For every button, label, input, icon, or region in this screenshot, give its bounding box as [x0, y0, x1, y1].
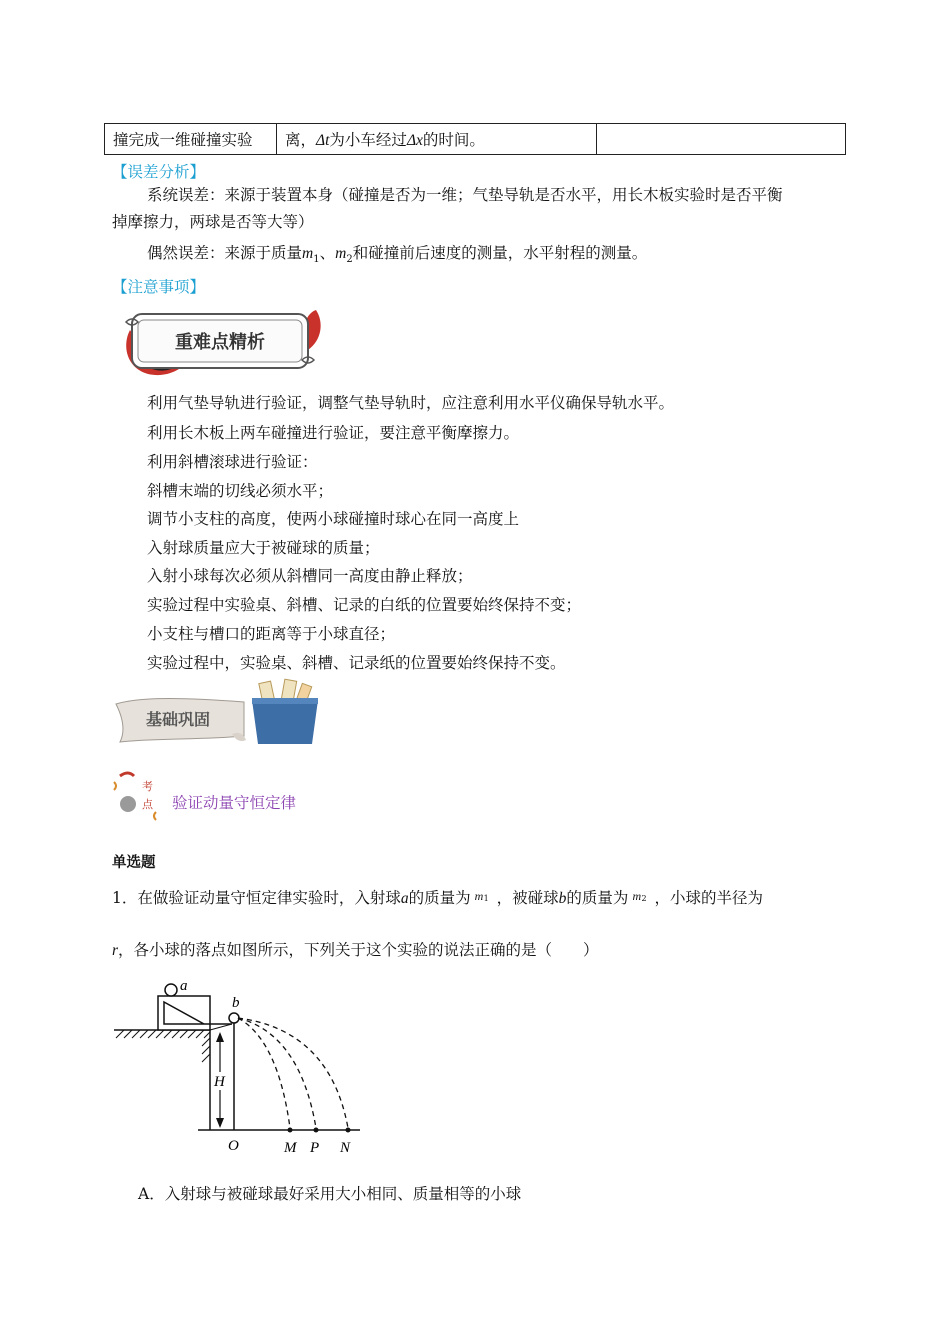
var-a: a	[400, 890, 409, 907]
question-stem-line1	[112, 886, 763, 908]
icon-text: 点	[142, 798, 153, 811]
var-b: b	[558, 890, 567, 907]
text: 的质量为	[408, 889, 471, 907]
subscript: 2	[346, 254, 353, 266]
note-item: 利用斜槽滚球进行验证：	[147, 453, 318, 471]
collision-apparatus-diagram	[110, 980, 370, 1160]
var-m: m	[335, 245, 347, 262]
table-cell	[105, 124, 277, 155]
label-M: M	[284, 1140, 297, 1156]
cell-text: 离，	[285, 131, 317, 149]
icon-text: 考	[142, 780, 153, 793]
delta-t: Δt	[316, 132, 330, 149]
note-item: 利用气垫导轨进行验证，调整气垫导轨时，应注意利用水平仪确保导轨水平。	[147, 394, 675, 412]
subscript: 1	[483, 894, 489, 903]
note-item: 小支柱与槽口的距离等于小球直径；	[147, 625, 396, 643]
table-row	[105, 124, 846, 155]
text: 偶然误差：来源于质量	[147, 244, 303, 262]
table-cell	[277, 124, 597, 155]
text: 、	[319, 244, 336, 262]
koi-frame-icon	[118, 300, 328, 380]
random-error-line	[147, 240, 647, 273]
note-item: 调节小支柱的高度，使两小球碰撞时球心在同一高度上	[147, 510, 520, 528]
experiment-figure	[110, 980, 370, 1160]
question-stem-line2	[112, 938, 599, 960]
note-item: 实验过程中，实验桌、斜槽、记录纸的位置要始终保持不变。	[147, 654, 566, 672]
label-N: N	[340, 1140, 351, 1156]
notes-section-title: 【注意事项】	[112, 278, 206, 296]
question-type: 单选题	[112, 855, 156, 871]
cell-text: 为小车经过	[329, 131, 407, 149]
table-cell	[597, 124, 846, 155]
error-section-title: 【误差分析】	[112, 163, 206, 181]
system-error-line1: 系统误差：来源于装置本身（碰撞是否为一维；气垫导轨是否水平，用长木板实验时是否平衡	[147, 186, 783, 204]
label-b: b	[232, 995, 240, 1011]
note-item: 入射球质量应大于被碰球的质量；	[147, 539, 380, 557]
kaodian-label: 验证动量守恒定律	[172, 794, 297, 812]
text: 的质量为	[566, 889, 629, 907]
text: ，被碰球	[496, 889, 559, 907]
badge-text: 重难点精析	[175, 332, 265, 353]
text: ，各小球的落点如图所示，下列关于这个实验的说法正确的是（ ）	[118, 941, 599, 959]
label-P: P	[310, 1140, 320, 1156]
data-table	[104, 123, 846, 155]
badge-consolidation	[112, 678, 327, 748]
scroll-bucket-icon	[112, 678, 327, 748]
text: 在做验证动量守恒定律实验时，入射球	[137, 889, 401, 907]
subscript: 2	[641, 894, 647, 903]
badge-text: 基础巩固	[145, 710, 211, 729]
label-H: H	[214, 1074, 225, 1090]
var-r: r	[112, 942, 119, 959]
question-number: 1．	[112, 889, 138, 907]
note-item: 实验过程中实验桌、斜槽、记录的白纸的位置要始终保持不变；	[147, 596, 582, 614]
exam-point-icon	[112, 768, 162, 824]
var-m: m	[474, 889, 484, 903]
subscript: 1	[313, 254, 320, 266]
note-item: 斜槽末端的切线必须水平；	[147, 482, 334, 500]
cell-text: 的时间。	[422, 131, 485, 149]
system-error-line2: 掉摩擦力，两球是否等大等）	[112, 213, 314, 231]
cell-text: 撞完成一维碰撞实验	[113, 131, 253, 149]
badge-key-points	[118, 300, 328, 380]
note-item: 入射小球每次必须从斜槽同一高度由静止释放；	[147, 567, 473, 585]
option-a[interactable]: A．入射球与被碰球最好采用大小相同、质量相等的小球	[138, 1185, 522, 1203]
text: 和碰撞前后速度的测量，水平射程的测量。	[352, 244, 648, 262]
var-m: m	[632, 889, 642, 903]
label-a: a	[180, 980, 188, 994]
text: ，小球的半径为	[654, 889, 763, 907]
label-O: O	[228, 1138, 239, 1154]
var-m: m	[302, 245, 314, 262]
kaodian-icon	[112, 768, 162, 824]
note-item: 利用长木板上两车碰撞进行验证，要注意平衡摩擦力。	[147, 424, 520, 442]
delta-x: Δx	[406, 132, 423, 149]
